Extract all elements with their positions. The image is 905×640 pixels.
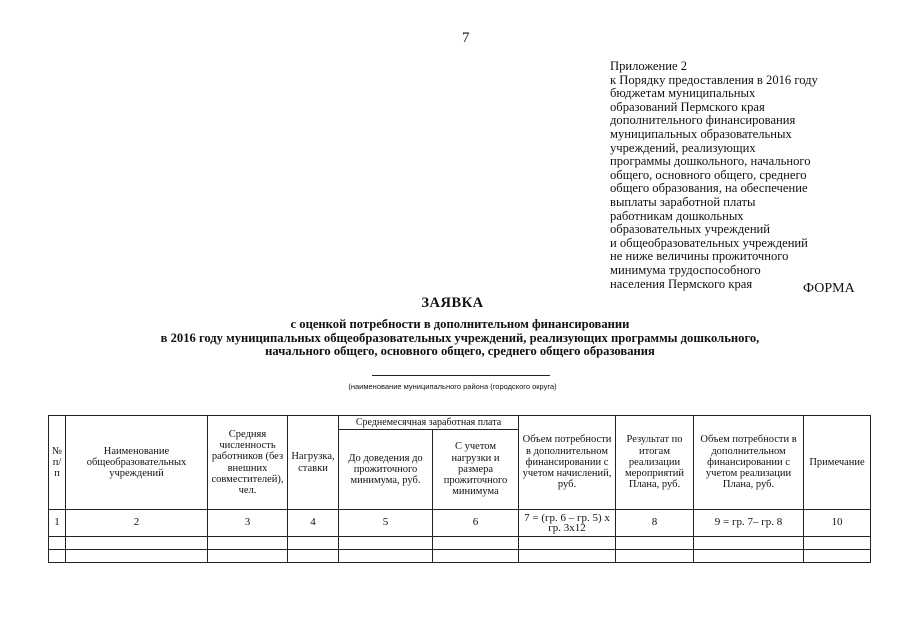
appendix-line: образовательных учреждений	[610, 222, 771, 237]
col-header-need-after-plan: Объем потребности в дополнительном финансировании с учетом реализации Плана, руб.	[694, 416, 804, 510]
col-header-institution: Наименование общеобразовательных учреждений	[66, 416, 208, 510]
column-number: 3	[208, 510, 288, 537]
appendix-line: программы дошкольного, начального	[610, 154, 811, 169]
appendix-line: выплаты заработной платы	[610, 194, 756, 209]
district-name-line	[372, 375, 550, 376]
subtitle-line: в 2016 году муниципальных общеобразовательных учреждений, реализующих программы дошкольного,	[160, 330, 760, 345]
appendix-line: общего, основного общего, среднего	[610, 167, 807, 182]
appendix-line: работникам дошкольных	[610, 208, 744, 223]
column-number: 10	[804, 510, 871, 537]
col-header-before-minimum: До доведения до прожиточного минимума, руб.	[339, 430, 433, 510]
subtitle-line: с оценкой потребности в дополнительном финансировании	[290, 317, 630, 331]
column-number: 4	[288, 510, 339, 537]
appendix-line: образований Пермского края	[610, 99, 765, 114]
table-row	[49, 550, 871, 563]
appendix-line: бюджетам муниципальных	[610, 86, 756, 101]
appendix-line: дополнительного финансирования	[610, 113, 796, 128]
table-header-row	[49, 416, 871, 430]
table-row	[49, 537, 871, 550]
column-number: 5	[339, 510, 433, 537]
appendix-line: минимума трудоспособного	[610, 262, 761, 277]
appendix-line: Приложение 2	[610, 59, 688, 73]
request-table	[48, 415, 871, 563]
document-title: ЗАЯВКА	[421, 295, 484, 311]
document-subtitle	[60, 318, 860, 359]
appendix-line: общего образования, на обеспечение	[610, 181, 808, 196]
column-number: 8	[616, 510, 694, 537]
col-header-need: Объем потребности в дополнительном финансировании с учетом начислений, руб.	[519, 416, 616, 510]
appendix-line: к Порядку предоставления в 2016 году	[610, 72, 818, 87]
appendix-line: не ниже величины прожиточного	[610, 249, 789, 264]
col-header-load: Нагрузка, ставки	[288, 416, 339, 510]
page-number: 7	[462, 30, 470, 46]
column-number: 2	[66, 510, 208, 537]
col-group-header-salary: Среднемесячная заработная плата	[339, 416, 519, 430]
col-header-num: № п/п	[49, 416, 66, 510]
col-header-note: Примечание	[804, 416, 871, 510]
column-number: 6	[433, 510, 519, 537]
col-header-result: Результат по итогам реализации мероприятий Плана, руб.	[616, 416, 694, 510]
appendix-block	[610, 60, 885, 291]
column-number: 1	[49, 510, 66, 537]
appendix-line: учреждений, реализующих	[610, 140, 756, 155]
col-header-with-load: С учетом нагрузки и размера прожиточного минимума	[433, 430, 519, 510]
appendix-line: и общеобразовательных учреждений	[610, 235, 808, 250]
district-name-caption: (наименование муниципального района (городского округа)	[348, 382, 557, 391]
appendix-line: населения Пермского края	[610, 276, 753, 291]
table-column-numbers-row	[49, 510, 871, 537]
column-number: 7 = (гр. 6 – гр. 5) х гр. 3х12	[519, 510, 616, 537]
col-header-staff: Средняя численность работников (без внешних совместителей), чел.	[208, 416, 288, 510]
subtitle-line: начального общего, основного общего, среднего общего образования	[265, 344, 655, 358]
appendix-line: муниципальных образовательных	[610, 126, 792, 141]
column-number: 9 = гр. 7– гр. 8	[694, 510, 804, 537]
forma-label: ФОРМА	[803, 281, 855, 296]
